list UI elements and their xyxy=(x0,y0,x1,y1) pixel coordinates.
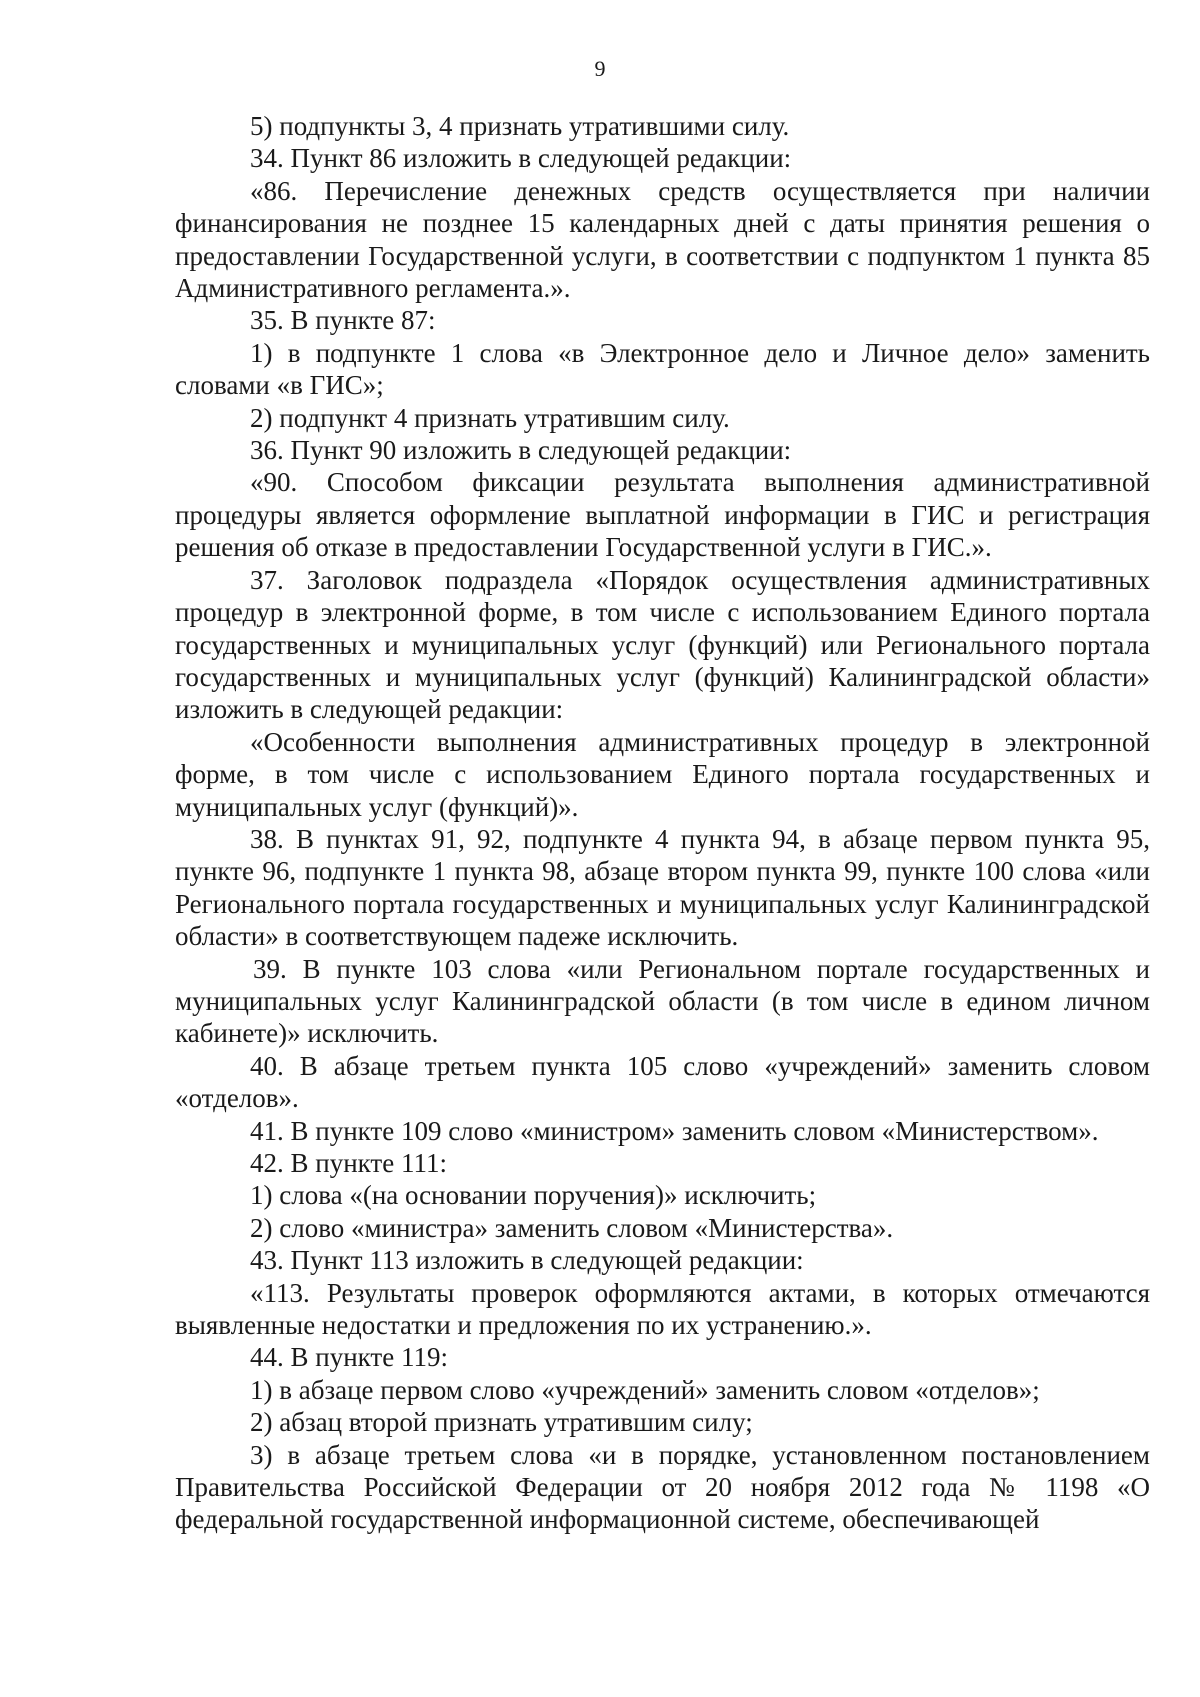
paragraph: 44. В пункте 119: xyxy=(250,1342,448,1373)
paragraph: 5) подпункты 3, 4 признать утратившими силу. xyxy=(250,111,790,141)
paragraph: 1) в подпункте 1 слова «в Электронное дело и Личное дело» заменить словами «в ГИС»; xyxy=(175,337,1150,401)
paragraph: 39. В пункте 103 слова «или Региональном портале государственных и муниципальных услуг Калининградской области (в том числе в едином личном кабинете)» исключить. xyxy=(175,953,1150,1049)
paragraph: 3) в абзаце третьем слова «и в порядке, установленном постановлением Правительства Российской Федерации от 20 ноября 2012 года № 1198 «О федеральной государственной информационной системе, обеспечивающей xyxy=(175,1439,1150,1535)
paragraph: 40. В абзаце третьем пункта 105 слово «учреждений» заменить словом «отделов». xyxy=(175,1050,1150,1114)
paragraph: 1) в абзаце первом слово «учреждений» заменить словом «отделов»; xyxy=(250,1374,1040,1405)
page-number: 9 xyxy=(594,56,606,81)
paragraph: «113. Результаты проверок оформляются актами, в которых отмечаются выявленные недостатки и предложения по их устранению.». xyxy=(175,1277,1150,1341)
paragraph: 2) слово «министра» заменить словом «Министерства». xyxy=(250,1212,894,1243)
paragraph: 35. В пункте 87: xyxy=(250,305,436,336)
paragraph: 2) подпункт 4 признать утратившим силу. xyxy=(250,402,730,433)
paragraph: 1) слова «(на основании поручения)» исключить; xyxy=(250,1180,817,1211)
paragraph: 2) абзац второй признать утратившим силу; xyxy=(250,1407,753,1438)
paragraph: 42. В пункте 111: xyxy=(250,1148,447,1178)
paragraph: 34. Пункт 86 изложить в следующей редакции: xyxy=(250,143,792,174)
paragraph: 43. Пункт 113 изложить в следующей редакции: xyxy=(250,1245,804,1276)
paragraph: 41. В пункте 109 слово «министром» заменить словом «Министерством». xyxy=(250,1115,1099,1146)
document-body xyxy=(175,110,1150,1536)
paragraph: 36. Пункт 90 изложить в следующей редакции: xyxy=(250,435,792,466)
paragraph: «90. Способом фиксации результата выполнения административной процедуры является оформление выплатной информации в ГИС и регистрация решения об отказе в предоставлении Государственной услуги в ГИС.». xyxy=(175,467,1150,563)
paragraph: «Особенности выполнения административных процедур в электронной форме, в том числе с использованием Единого портала государственных и муниципальных услуг (функций)». xyxy=(175,726,1150,822)
paragraph: 37. Заголовок подраздела «Порядок осуществления административных процедур в электронной форме, в том числе с использованием Единого портала государственных и муниципальных услуг (функций) или Регионального портала государственных и муниципальных услуг (функций) Калининградской области» изложить в следующей редакции: xyxy=(175,564,1150,725)
paragraph: 38. В пунктах 91, 92, подпункте 4 пункта 94, в абзаце первом пункта 95, пункте 96, подпункте 1 пункта 98, абзаце втором пункта 99, пункте 100 слова «или Регионального портала государственных и муниципальных услуг Калининградской области» в соответствующем падеже исключить. xyxy=(175,823,1150,952)
paragraph: «86. Перечисление денежных средств осуществляется при наличии финансирования не позднее 15 календарных дней с даты принятия решения о предоставлении Государственной услуги, в соответствии с подпунктом 1 пункта 85 Административного регламента.». xyxy=(175,175,1150,304)
